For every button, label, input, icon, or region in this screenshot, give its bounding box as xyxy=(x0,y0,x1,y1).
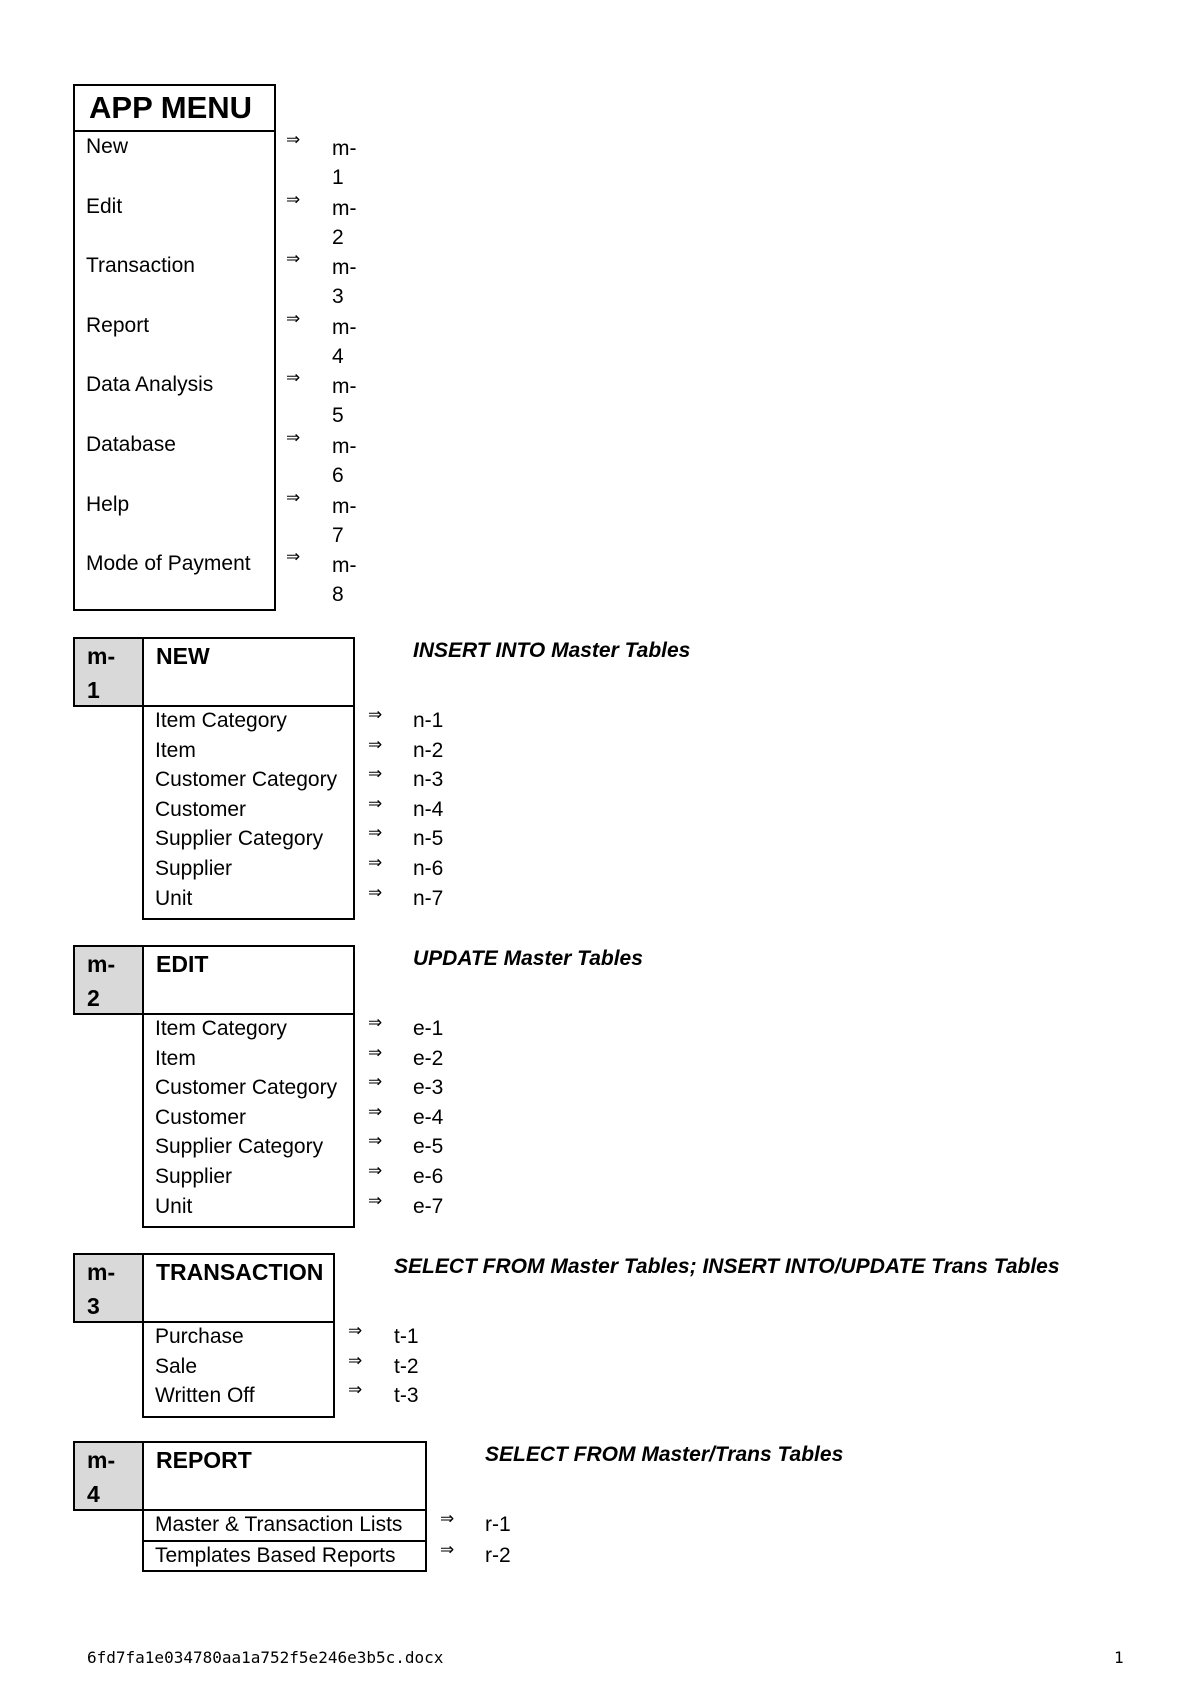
app-menu-code: m- 2 xyxy=(332,196,357,249)
section-title-cell xyxy=(142,637,355,707)
menu-item[interactable]: Written Off xyxy=(155,1384,255,1408)
arrow-icon: ⇒ xyxy=(368,823,383,843)
arrow-icon: ⇒ xyxy=(368,882,383,902)
item-code: n-3 xyxy=(413,768,444,792)
app-menu-code: m- 3 xyxy=(332,256,357,309)
menu-item[interactable]: Supplier xyxy=(155,857,233,880)
menu-item[interactable]: Master & Transaction Lists xyxy=(155,1513,403,1536)
section-title: NEW xyxy=(156,643,210,669)
arrow-icon: ⇒ xyxy=(440,1509,455,1528)
section-title: TRANSACTION xyxy=(156,1259,324,1285)
section-id-label: m- 3 xyxy=(87,1259,116,1319)
arrow-icon: ⇒ xyxy=(348,1380,363,1400)
app-menu-title-box xyxy=(73,84,276,132)
arrow-icon: ⇒ xyxy=(368,705,383,724)
menu-item[interactable]: Customer Category xyxy=(155,1076,338,1100)
arrow-icon: ⇒ xyxy=(368,1161,383,1180)
app-menu-item-4[interactable]: Data Analysis xyxy=(86,373,214,397)
app-menu-code: m- 8 xyxy=(332,554,357,607)
item-code: e-7 xyxy=(413,1194,444,1218)
item-code: t-3 xyxy=(394,1384,419,1408)
section-id-label: m- 2 xyxy=(87,951,116,1011)
item-code: e-1 xyxy=(413,1017,444,1040)
section-title: REPORT xyxy=(156,1447,252,1473)
menu-item[interactable]: Unit xyxy=(155,1194,193,1218)
item-code: e-4 xyxy=(413,1105,444,1129)
item-code: n-7 xyxy=(413,886,444,910)
section-note: SELECT FROM Master/Trans Tables xyxy=(485,1443,844,1466)
app-menu-code: m- 4 xyxy=(332,315,357,368)
section-id-cell xyxy=(73,1441,144,1511)
menu-item[interactable]: Purchase xyxy=(155,1325,244,1348)
item-code: e-5 xyxy=(413,1135,444,1159)
menu-item[interactable]: Item Category xyxy=(155,709,287,732)
arrow-icon: ⇒ xyxy=(368,853,383,872)
arrow-icon: ⇒ xyxy=(368,793,383,813)
item-code: n-6 xyxy=(413,857,444,880)
app-menu-code: m- 7 xyxy=(332,494,357,547)
arrow-icon: ⇒ xyxy=(286,308,301,328)
arrow-icon: ⇒ xyxy=(348,1350,363,1370)
app-menu-item-5[interactable]: Database xyxy=(86,433,176,456)
menu-item[interactable]: Item xyxy=(155,738,196,762)
section-id-cell xyxy=(73,945,144,1015)
menu-item[interactable]: Supplier Category xyxy=(155,1135,324,1159)
section-id-cell xyxy=(73,1253,144,1323)
item-code: r-2 xyxy=(485,1543,511,1567)
item-code: n-2 xyxy=(413,738,444,762)
section-note: INSERT INTO Master Tables xyxy=(413,639,691,662)
section-note: SELECT FROM Master Tables; INSERT INTO/UPDATE Trans Tables xyxy=(394,1255,1060,1278)
app-menu-item-7[interactable]: Mode of Payment xyxy=(86,552,251,576)
app-menu-item-0[interactable]: New xyxy=(86,135,129,158)
arrow-icon: ⇒ xyxy=(368,1190,383,1210)
menu-item[interactable]: Customer xyxy=(155,797,247,821)
section-id-cell xyxy=(73,637,144,707)
arrow-icon: ⇒ xyxy=(368,764,383,784)
section-title-cell xyxy=(142,1441,427,1511)
item-code: n-4 xyxy=(413,797,444,821)
arrow-icon: ⇒ xyxy=(440,1539,455,1559)
menu-item[interactable]: Templates Based Reports xyxy=(155,1543,396,1567)
footer-filename: 6fd7fa1e034780aa1a752f5e246e3b5c.docx xyxy=(87,1648,444,1667)
app-menu-title: APP MENU xyxy=(89,90,253,125)
item-code: e-6 xyxy=(413,1165,444,1188)
menu-item[interactable]: Unit xyxy=(155,886,193,910)
item-code: e-2 xyxy=(413,1046,444,1070)
arrow-icon: ⇒ xyxy=(286,547,301,567)
menu-item[interactable]: Supplier Category xyxy=(155,827,324,851)
arrow-icon: ⇒ xyxy=(286,130,301,149)
page-number: 1 xyxy=(1114,1648,1124,1667)
arrow-icon: ⇒ xyxy=(286,428,301,447)
item-code: r-1 xyxy=(485,1513,511,1536)
arrow-icon: ⇒ xyxy=(286,487,301,507)
item-code: n-1 xyxy=(413,709,444,732)
menu-item[interactable]: Customer xyxy=(155,1105,247,1129)
arrow-icon: ⇒ xyxy=(286,189,301,209)
arrow-icon: ⇒ xyxy=(368,1131,383,1151)
item-code: n-5 xyxy=(413,827,444,851)
item-code: t-1 xyxy=(394,1325,419,1348)
arrow-icon: ⇒ xyxy=(286,368,301,388)
app-menu-code: m- 5 xyxy=(332,375,357,428)
app-menu-code: m- 6 xyxy=(332,435,357,487)
arrow-icon: ⇒ xyxy=(368,1072,383,1092)
arrow-icon: ⇒ xyxy=(368,1042,383,1062)
section-title: EDIT xyxy=(156,951,209,977)
section-id-label: m- 1 xyxy=(87,643,116,703)
app-menu-item-3[interactable]: Report xyxy=(86,313,150,337)
arrow-icon: ⇒ xyxy=(368,1013,383,1032)
menu-item[interactable]: Sale xyxy=(155,1354,198,1378)
app-menu-item-2[interactable]: Transaction xyxy=(86,254,195,278)
app-menu-item-6[interactable]: Help xyxy=(86,492,130,516)
section-title-cell xyxy=(142,1253,335,1323)
item-code: t-2 xyxy=(394,1354,419,1378)
menu-item[interactable]: Item xyxy=(155,1046,196,1070)
menu-item[interactable]: Customer Category xyxy=(155,768,338,792)
app-menu-item-1[interactable]: Edit xyxy=(86,194,123,218)
section-id-label: m- 4 xyxy=(87,1447,116,1507)
section-title-cell xyxy=(142,945,355,1015)
item-code: e-3 xyxy=(413,1076,444,1100)
arrow-icon: ⇒ xyxy=(368,734,383,754)
arrow-icon: ⇒ xyxy=(368,1101,383,1121)
arrow-icon: ⇒ xyxy=(286,249,301,269)
app-menu-code: m- 1 xyxy=(332,137,357,189)
menu-item[interactable]: Supplier xyxy=(155,1165,233,1188)
menu-item[interactable]: Item Category xyxy=(155,1017,287,1040)
section-note: UPDATE Master Tables xyxy=(413,947,643,970)
arrow-icon: ⇒ xyxy=(348,1321,363,1340)
